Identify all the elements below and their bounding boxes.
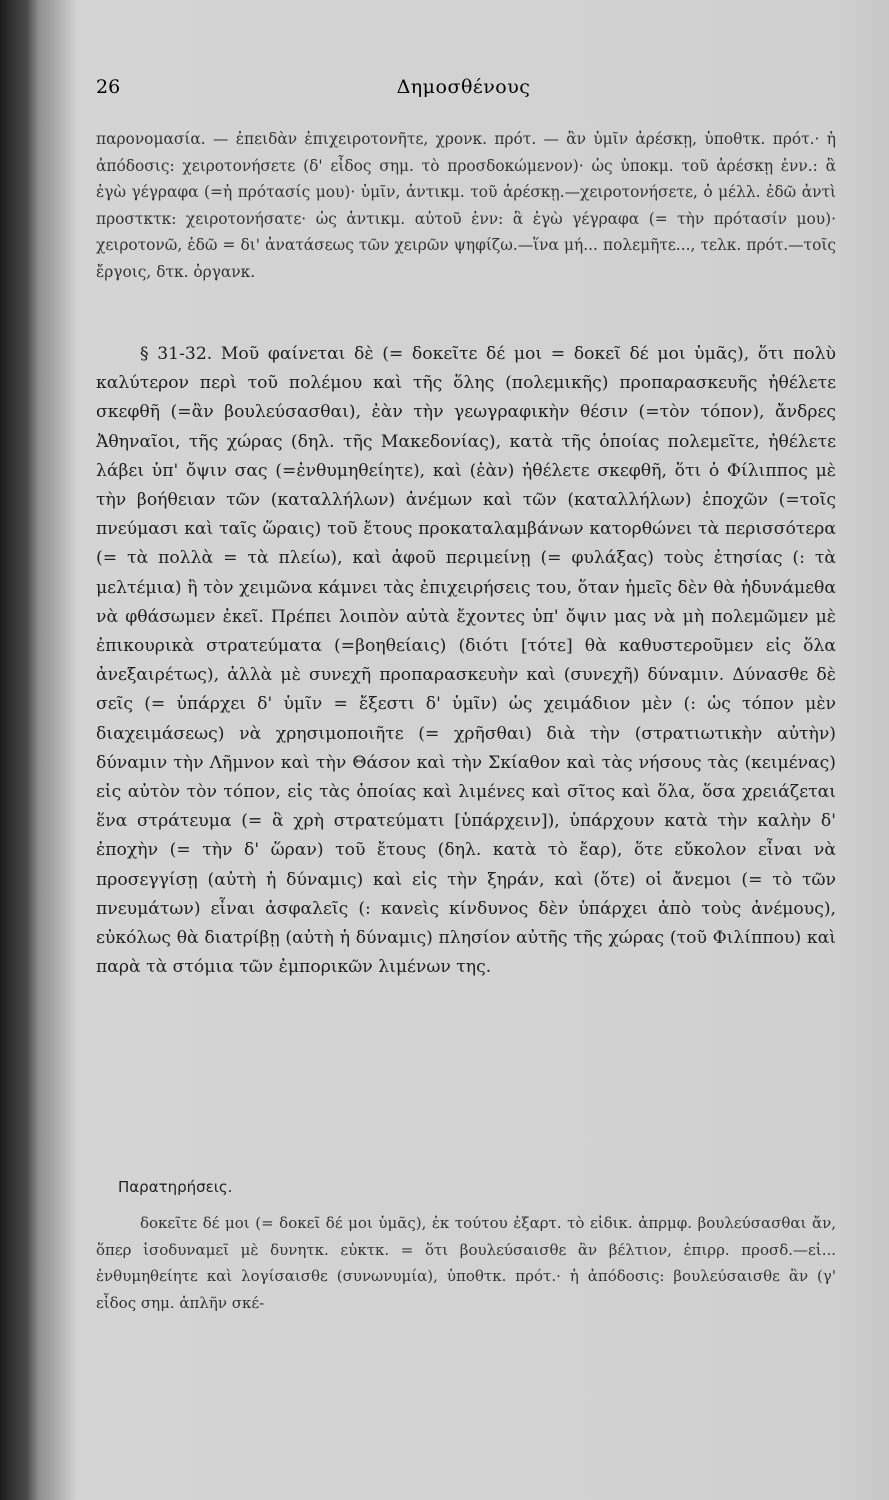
page-header [96, 76, 831, 106]
observations-heading: Παρατηρήσεις. [118, 1178, 233, 1196]
page-number: 26 [96, 76, 121, 98]
running-title: Δημοσθένους [396, 76, 531, 98]
book-spine-shadow [0, 0, 38, 1500]
observations-paragraph: δοκεῖτε δέ μοι (= δοκεῖ δέ μοι ὑμᾶς), ἐκ τούτου ἐξαρτ. τὸ εἰδικ. ἀπρμφ. βουλεύσασθαι ἄν, ὅπερ ἰσοδυναμεῖ μὲ δυνητκ. εὐκτκ. = ὅτι βουλεύσαισθε ἂν βέλτιον, ἐπιρρ. προσδ.—εἰ... ἐνθυμηθείητε καὶ λογίσαισθε (συνωνυμία), ὑποθτκ. πρότ.· ἡ ἀπόδοσις: βουλεύσαισθε ἂν (γ' εἶδος σημ. ἁπλῆν σκέ- [96, 1214, 836, 1312]
main-paragraph: § 31-32. Μοῦ φαίνεται δὲ (= δοκεῖτε δέ μοι = δοκεῖ δέ μοι ὑμᾶς), ὅτι πολὺ καλύτερον περὶ τοῦ πολέμου καὶ τῆς ὅλης (πολεμικῆς) προπαρασκευῆς ἠθέλετε σκεφθῆ (=ἂν βουλεύσασθαι), ἐὰν τὴν γεωγραφικὴν θέσιν (=τὸν τόπον), ἄνδρες Ἀθηναῖοι, τῆς χώρας (δηλ. τῆς Μακεδονίας), κατὰ τῆς ὁποίας πολεμεῖτε, ἠθέλετε λάβει ὑπ' ὄψιν σας (=ἐνθυμηθείητε), καὶ (ἐὰν) ἠθέλετε σκεφθῆ, ὅτι ὁ Φίλιππος μὲ τὴν βοήθειαν τῶν (καταλλήλων) ἀνέμων καὶ τῶν (καταλλήλων) ἐποχῶν (=τοῖς πνεύμασι καὶ ταῖς ὥραις) τοῦ ἔτους προκαταλαμβάνων κατορθώνει τὰ περισσότερα (= τὰ πολλὰ = τὰ πλείω), καὶ ἀφοῦ περιμείνῃ (= φυλάξας) τοὺς ἐτησίας (: τὰ μελτέμια) ἢ τὸν χειμῶνα κάμνει τὰς ἐπιχειρήσεις του, ὅταν ἡμεῖς δὲν θὰ ἠδυνάμεθα νὰ φθάσωμεν ἐκεῖ. Πρέπει λοιπὸν αὐτὰ ἔχοντες ὑπ' ὄψιν μας νὰ μὴ πολεμῶμεν μὲ ἐπικουρικὰ στρατεύματα (=βοηθείαις) (διότι [τότε] θὰ καθυστεροῦμεν εἰς ὅλα ἀνεξαιρέτως), ἀλλὰ μὲ συνεχῆ προπαρασκευὴν καὶ (συνεχῆ) δύναμιν. Δύνασθε δὲ σεῖς (= ὑπάρχει δ' ὑμῖν = ἔξεστι δ' ὑμῖν) ὡς χειμάδιον μὲν (: ὡς τόπον μὲν διαχειμάσεως) νὰ χρησιμοποιῆτε (= χρῆσθαι) διὰ τὴν (στρατιωτικὴν αὐτὴν) δύναμιν τὴν Λῆμνον καὶ τὴν Θάσον καὶ τὴν Σκίαθον καὶ τὰς νήσους τὰς (κειμένας) εἰς αὐτὸν τὸν τόπον, εἰς τὰς ὁποίας καὶ λιμένες καὶ σῖτος καὶ ὅλα, ὅσα χρειάζεται ἕνα στράτευμα (= ἃ χρὴ στρατεύματι [ὑπάρχειν]), ὑπάρχουν κατὰ τὴν καλὴν δ' ἐποχὴν (= τὴν δ' ὥραν) τοῦ ἔτους (δηλ. κατὰ τὸ ἔαρ), ὅτε εὔκολον εἶναι νὰ προσεγγίσῃ (αὐτὴ ἡ δύναμις) καὶ εἰς τὴν ξηράν, καὶ (ὅτε) οἱ ἄνεμοι (= τὸ τῶν πνευμάτων) εἶναι ἀσφαλεῖς (: κανεὶς κίνδυνος δὲν ὑπάρχει ἀπὸ τοὺς ἀνέμους), εὐκόλως θὰ διατρίβῃ (αὐτὴ ἡ δύναμις) πλησίον αὐτῆς τῆς χώρας (τοῦ Φιλίππου) καὶ παρὰ τὰ στόμια τῶν ἐμπορικῶν λιμένων της. [96, 344, 836, 978]
translation-section [96, 340, 836, 982]
commentary-notes [96, 126, 836, 285]
observations-section [96, 1210, 836, 1316]
notes-paragraph: παρονομασία. — ἐπειδὰν ἐπιχειροτονῆτε, χρονκ. πρότ. — ἂν ὑμῖν ἀρέσκῃ, ὑποθτκ. πρότ.· ἡ ἀπόδοσις: χειροτονήσετε (δ' εἶδος σημ. τὸ προσδοκώμενον)· ὡς ὑποκμ. τοῦ ἀρέσκῃ ἐνν.: ἃ ἐγὼ γέγραφα (=ἡ πρότασίς μου)· ὑμῖν, ἀντικμ. τοῦ ἀρέσκῃ.—χειροτονήσετε, ὁ μέλλ. ἐδῶ ἀντὶ προστκτκ: χειροτονήσατε· ὡς ἀντικμ. αὐτοῦ ἐνν: ἃ ἐγὼ γέγραφα (= τὴν πρότασίν μου)· χειροτονῶ, ἐδῶ = δι' ἀνατάσεως τῶν χειρῶν ψηφίζω.—ἵνα μή... πολεμῆτε..., τελκ. πρότ.—τοῖς ἔργοις, δτκ. ὀργανκ. [96, 130, 836, 281]
